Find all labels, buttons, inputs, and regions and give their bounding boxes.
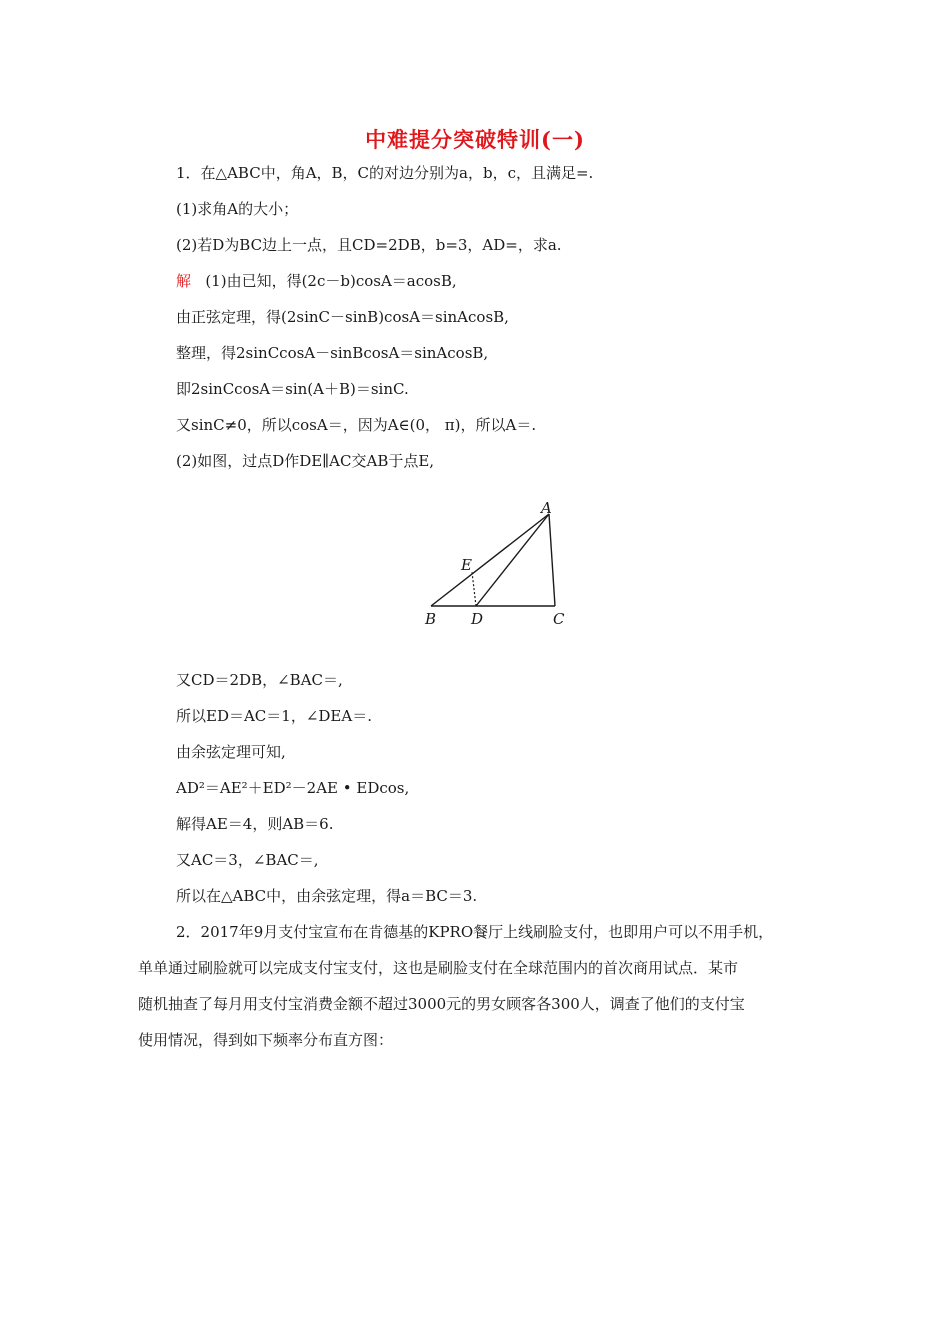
solution-line: 所以在△ABC中，由余弦定理，得a＝BC＝3. xyxy=(176,887,478,905)
solution-label: 解 xyxy=(176,272,192,290)
solution-line: 解得AE＝4，则AB＝6. xyxy=(176,815,334,833)
label-e: E xyxy=(461,556,472,574)
label-b: B xyxy=(425,610,437,628)
page-title: 中难提分突破特训(一) xyxy=(365,127,585,152)
solution-line: (2)如图，过点D作DE∥AC交AB于点E, xyxy=(176,452,435,470)
problem2-line: 单单通过刷脸就可以完成支付宝支付，这也是刷脸支付在全球范围内的首次商用试点．某市 xyxy=(138,959,739,977)
segment-ad xyxy=(476,514,549,606)
problem1-part1: (1)求角A的大小； xyxy=(176,200,299,218)
problem2-line: 随机抽查了每月用支付宝消费金额不超过3000元的男女顾客各300人，调查了他们的支付宝 xyxy=(138,995,745,1013)
solution-line: 又AC＝3，∠BAC＝, xyxy=(176,851,319,869)
solution-line: 又sinC≠0，所以cosA＝，因为A∈(0， π)，所以A＝. xyxy=(176,416,537,434)
label-d: D xyxy=(471,610,484,628)
solution-line: 所以ED＝AC＝1，∠DEA＝. xyxy=(176,707,372,725)
label-c: C xyxy=(553,610,565,628)
solution-line: 由余弦定理可知, xyxy=(176,743,286,761)
solution-line: 又CD＝2DB，∠BAC＝, xyxy=(176,671,343,689)
segment-ab xyxy=(431,514,549,606)
solution-line: 由正弦定理，得(2sinC－sinB)cosA＝sinAcosB, xyxy=(176,308,509,326)
problem2-line: 2．2017年9月支付宝宣布在肯德基的KPRO餐厅上线刷脸支付，也即用户可以不用手机， xyxy=(176,923,774,941)
problem2-text xyxy=(138,914,828,1058)
triangle-figure xyxy=(405,494,585,634)
problem1-part2: (2)若D为BC边上一点，且CD=2DB，b=3，AD=，求a. xyxy=(176,236,562,254)
solution-text: (1)由已知，得(2c－b)cosA＝acosB, xyxy=(205,272,457,290)
problem2-line: 使用情况，得到如下频率分布直方图： xyxy=(138,1031,394,1049)
solution-line: 即2sinCcosA＝sin(A＋B)＝sinC. xyxy=(176,380,409,398)
solution-line: 整理，得2sinCcosA－sinBcosA＝sinAcosB, xyxy=(176,344,489,362)
solution-line xyxy=(176,271,457,291)
segment-ac xyxy=(549,514,555,606)
segment-de xyxy=(472,572,476,606)
problem1-statement: 1．在△ABC中，角A，B，C的对边分别为a，b，c，且满足=. xyxy=(176,164,594,182)
solution-line: AD²＝AE²＋ED²－2AE • EDcos, xyxy=(176,779,410,797)
label-a: A xyxy=(541,499,552,517)
